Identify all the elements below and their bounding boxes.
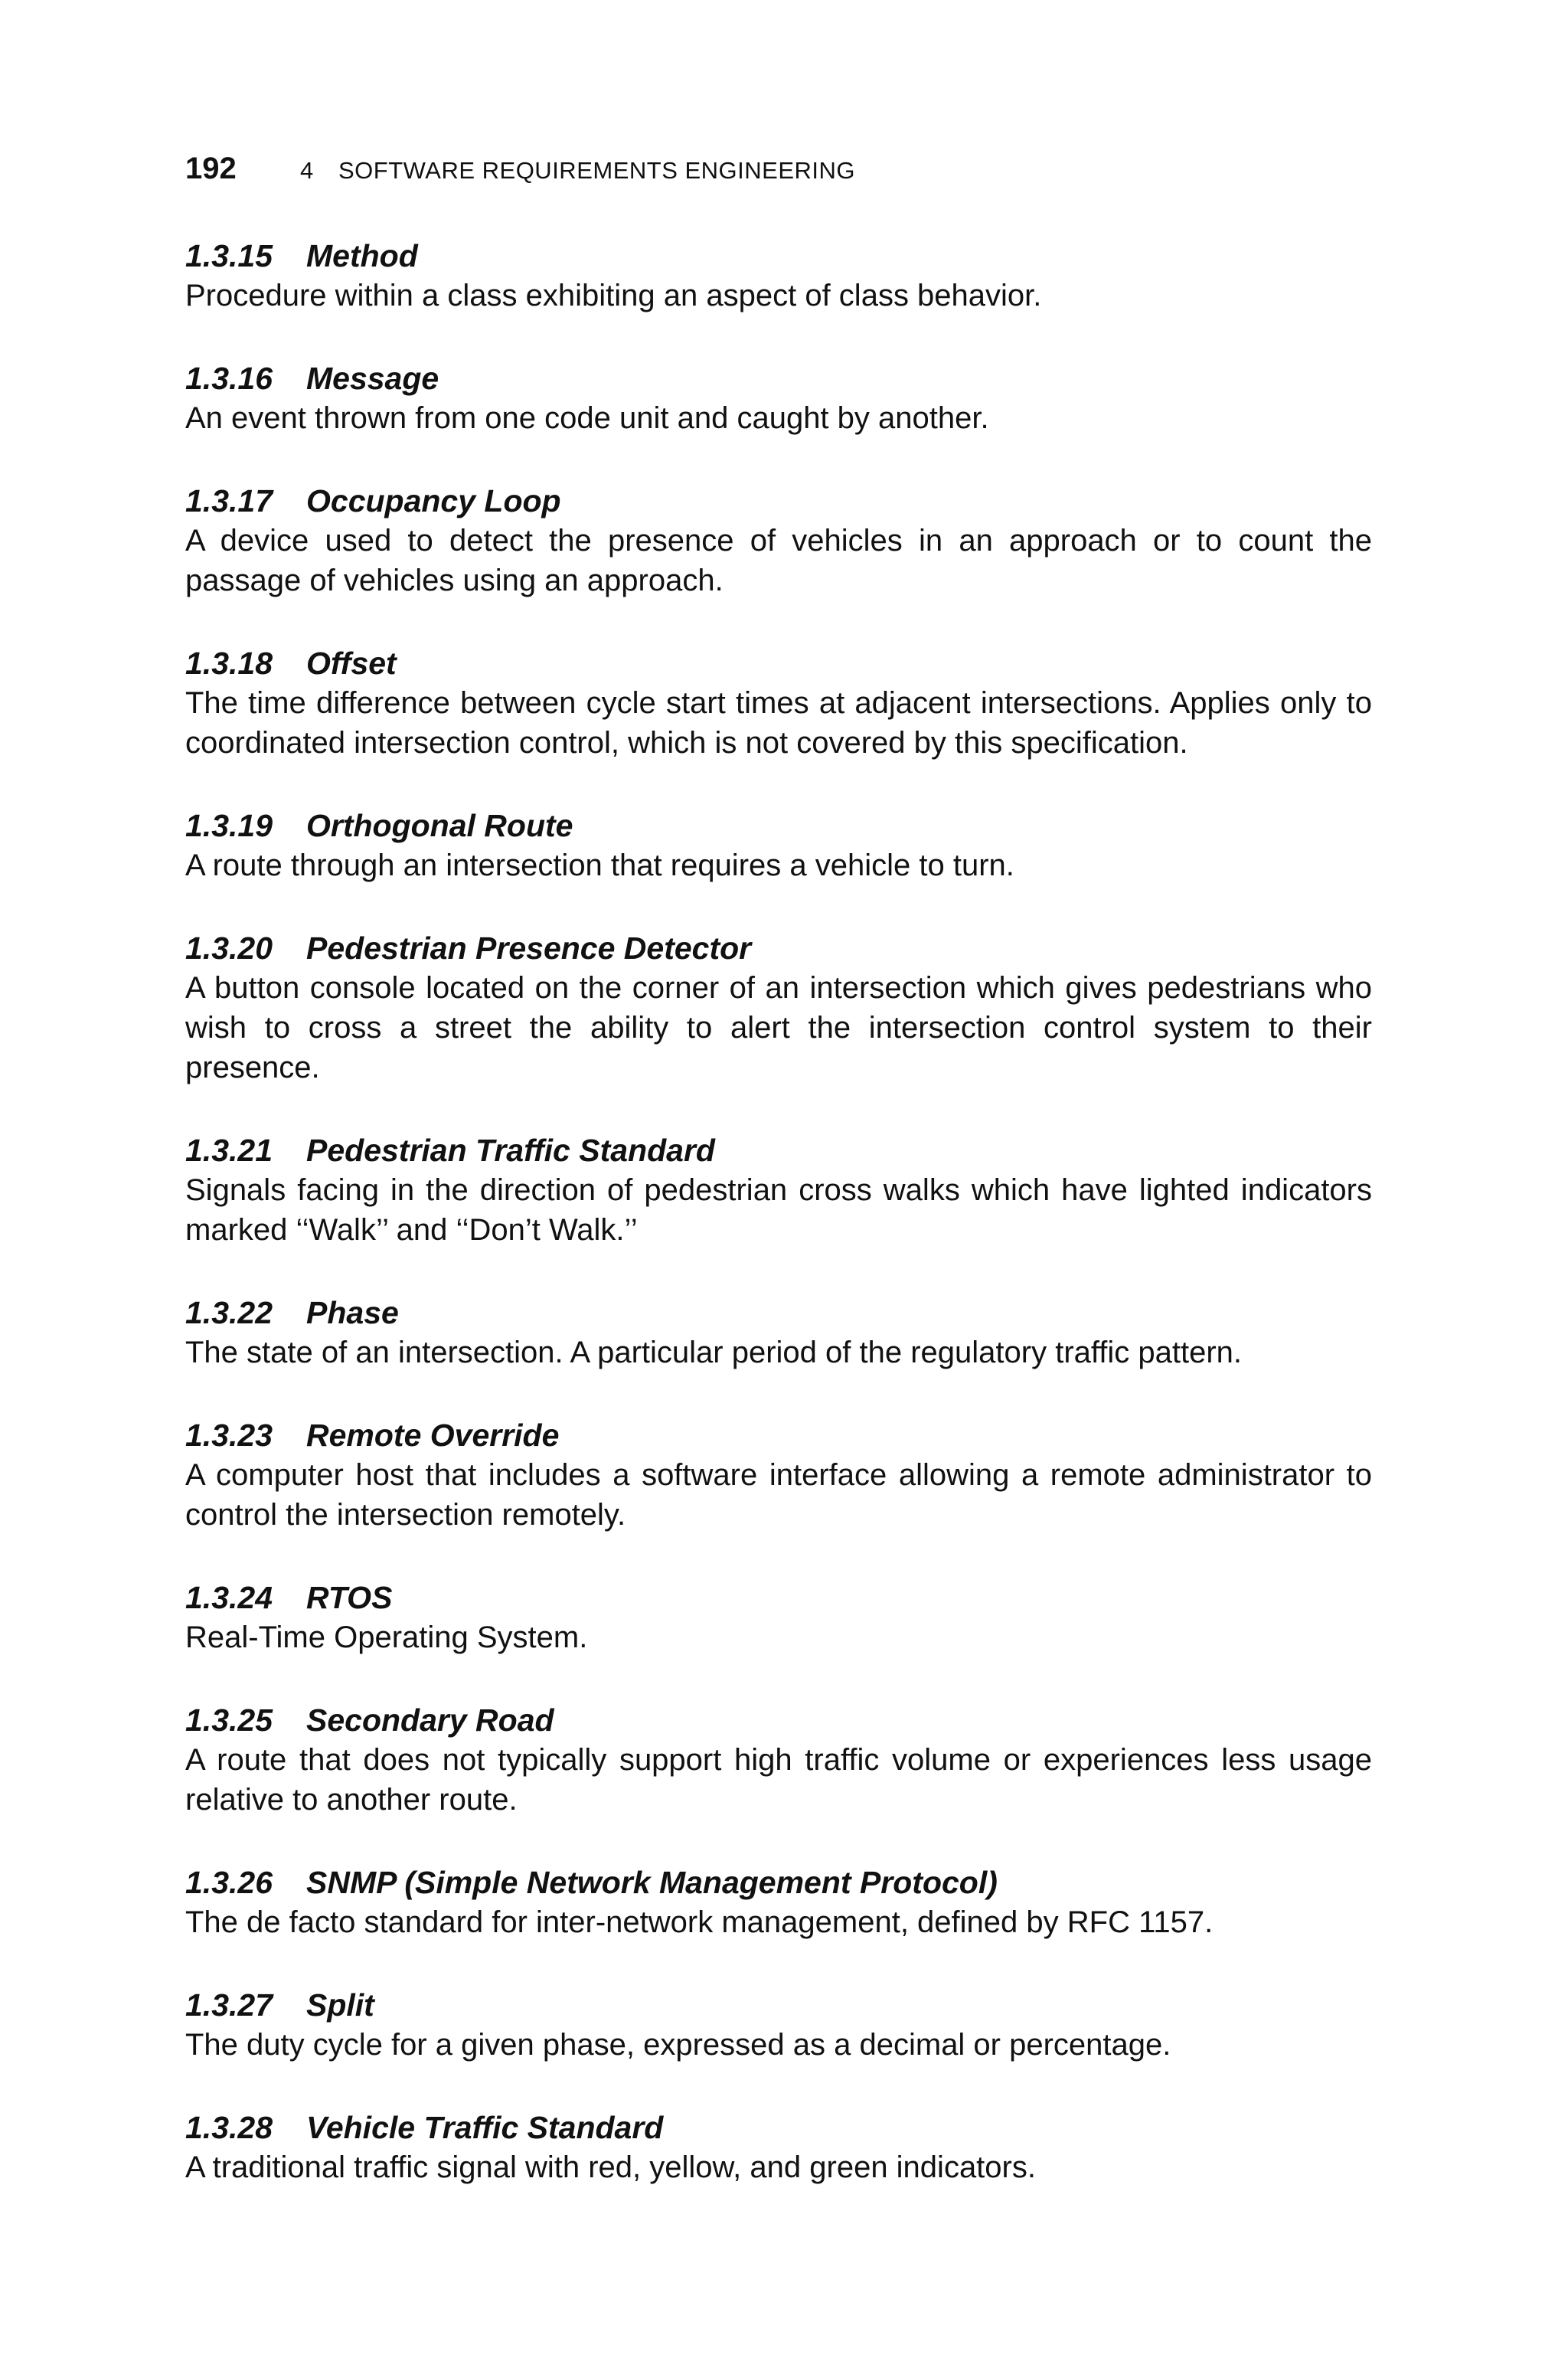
entry-number: 1.3.15	[185, 238, 273, 273]
entry-definition: The state of an intersection. A particular period of the regulatory traffic pattern.	[185, 1336, 1243, 1369]
entry-definition: Real-Time Operating System.	[185, 1621, 588, 1654]
definition-entry	[185, 358, 1372, 438]
entry-definition: A route that does not typically support high traffic volume or experiences less usage relative to another route.	[185, 1743, 1372, 1817]
entry-term: Split	[306, 1987, 374, 2023]
chapter-title: SOFTWARE REQUIREMENTS ENGINEERING	[338, 157, 856, 184]
definition-entry	[185, 2108, 1372, 2187]
page-number: 192	[185, 152, 237, 185]
entry-definition: The time difference between cycle start times at adjacent intersections. Applies only to coordinated intersection control, which is not covered by this specification.	[185, 686, 1372, 760]
entry-number: 1.3.20	[185, 931, 273, 966]
entry-definition: A computer host that includes a software interface allowing a remote administrator to control the intersection remotely.	[185, 1458, 1372, 1532]
definition-entry	[185, 643, 1372, 763]
entry-heading	[185, 1415, 1372, 1455]
entry-heading	[185, 643, 1372, 683]
entry-number: 1.3.24	[185, 1580, 273, 1615]
entry-number: 1.3.23	[185, 1418, 273, 1453]
chapter-number: 4	[300, 157, 314, 184]
entry-definition: The duty cycle for a given phase, expressed as a decimal or percentage.	[185, 2028, 1171, 2062]
entry-number: 1.3.28	[185, 2110, 273, 2145]
entry-term: Occupancy Loop	[306, 483, 561, 518]
entry-number: 1.3.21	[185, 1133, 273, 1168]
entry-definition: A button console located on the corner of an intersection which gives pedestrians who wish to cross a street the ability to alert the intersection control system to their presence.	[185, 971, 1372, 1084]
entry-term: RTOS	[306, 1580, 393, 1615]
entry-term: Message	[306, 361, 439, 396]
entry-heading	[185, 1863, 1372, 1902]
entry-term: Offset	[306, 646, 397, 681]
definition-entry	[185, 1700, 1372, 1820]
entry-number: 1.3.27	[185, 1987, 273, 2023]
entry-term: Pedestrian Traffic Standard	[306, 1133, 715, 1168]
entry-heading	[185, 928, 1372, 968]
running-head	[185, 152, 855, 186]
entry-term: Remote Override	[306, 1418, 560, 1453]
entry-term: Phase	[306, 1295, 399, 1330]
entry-heading	[185, 1130, 1372, 1170]
entry-term: SNMP (Simple Network Management Protocol)	[306, 1865, 998, 1900]
entry-number: 1.3.18	[185, 646, 273, 681]
entry-term: Orthogonal Route	[306, 808, 573, 843]
entry-heading	[185, 2108, 1372, 2147]
entry-definition: An event thrown from one code unit and caught by another.	[185, 401, 989, 435]
definitions-list	[185, 236, 1372, 2230]
entry-heading	[185, 806, 1372, 845]
definition-entry	[185, 1130, 1372, 1250]
entry-term: Secondary Road	[306, 1702, 554, 1738]
entry-definition: Procedure within a class exhibiting an aspect of class behavior.	[185, 279, 1042, 312]
entry-number: 1.3.17	[185, 483, 273, 518]
entry-definition: A traditional traffic signal with red, yellow, and green indicators.	[185, 2150, 1036, 2184]
entry-heading	[185, 1985, 1372, 2025]
definition-entry	[185, 1985, 1372, 2065]
entry-definition: A route through an intersection that requires a vehicle to turn.	[185, 849, 1014, 882]
entry-definition: The de facto standard for inter-network management, defined by RFC 1157.	[185, 1905, 1214, 1939]
entry-number: 1.3.22	[185, 1295, 273, 1330]
definition-entry	[185, 1293, 1372, 1372]
entry-term: Pedestrian Presence Detector	[306, 931, 752, 966]
entry-heading	[185, 358, 1372, 398]
entry-number: 1.3.25	[185, 1702, 273, 1738]
definition-entry	[185, 1415, 1372, 1535]
entry-heading	[185, 1578, 1372, 1617]
entry-heading	[185, 481, 1372, 521]
entry-definition: A device used to detect the presence of vehicles in an approach or to count the passage of vehicles using an approach.	[185, 524, 1372, 597]
definition-entry	[185, 1863, 1372, 1942]
entry-heading	[185, 1700, 1372, 1740]
definition-entry	[185, 481, 1372, 600]
entry-number: 1.3.26	[185, 1865, 273, 1900]
definition-entry	[185, 236, 1372, 316]
definition-entry	[185, 1578, 1372, 1657]
definition-entry	[185, 928, 1372, 1088]
entry-number: 1.3.19	[185, 808, 273, 843]
entry-term: Vehicle Traffic Standard	[306, 2110, 664, 2145]
entry-heading	[185, 236, 1372, 276]
entry-number: 1.3.16	[185, 361, 273, 396]
entry-heading	[185, 1293, 1372, 1333]
entry-definition: Signals facing in the direction of pedestrian cross walks which have lighted indicators marked ‘‘Walk’’ and ‘‘Don’t Walk.’’	[185, 1173, 1372, 1247]
entry-term: Method	[306, 238, 418, 273]
definition-entry	[185, 806, 1372, 885]
